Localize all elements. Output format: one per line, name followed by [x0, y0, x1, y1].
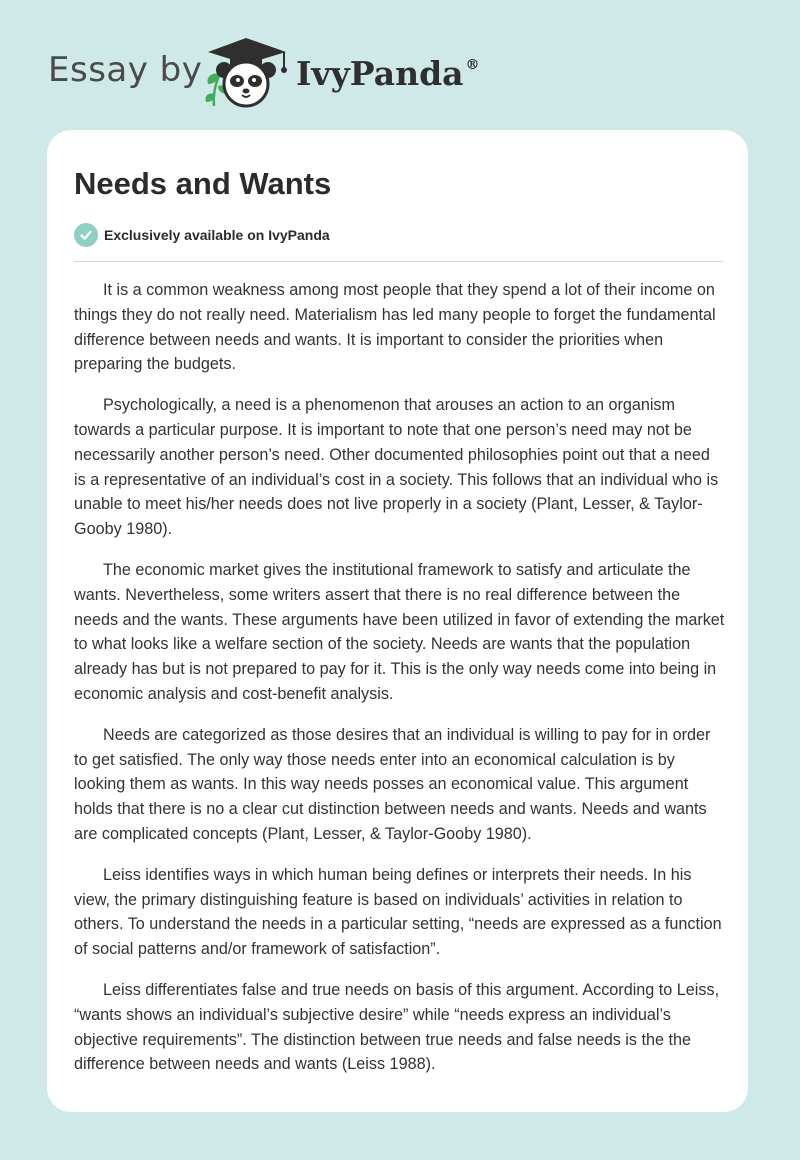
paragraph: Leiss differentiates false and true needs on basis of this argument. According to Leiss, “wants shows an individual’s subjective desire” while “needs express an individual’s objective requirements”. The distinction between true needs and false needs is the the difference between needs and wants (Leiss 1988).	[74, 980, 720, 1074]
site-header	[0, 0, 800, 130]
trademark-symbol: ®	[465, 57, 480, 73]
check-icon	[74, 223, 98, 247]
essay-by-label: Essay by	[48, 50, 203, 90]
paragraph: Psychologically, a need is a phenomenon that arouses an action to an organism towards a particular purpose. It is important to note that one person’s need may not be necessarily another person’s need. Other documented philosophies point out that a need is a representative of an individual’s cost in a society. This follows that an individual who is unable to meet his/her needs does not live properly in a society (Plant, Lesser, & Taylor-Gooby 1980).	[74, 396, 719, 539]
paragraph: Leiss identifies ways in which human being defines or interprets their needs. In his view, the primary distinguishing feature is based on individuals’ activities in relation to others. To understand the needs in a particular setting, “needs are expressed as a function of social patterns and/or framework of satisfaction”.	[74, 865, 722, 959]
brand-label: IvyPanda	[296, 54, 464, 93]
divider	[74, 261, 723, 262]
brand-name[interactable]	[296, 54, 480, 93]
page-title: Needs and Wants	[74, 166, 332, 201]
paragraph: The economic market gives the institutional framework to satisfy and articulate the wants. Nevertheless, some writers assert that there is no real difference between the needs and the wants. These arguments have been utilized in favor of extending the market to what looks like a welfare section of the society. Needs are wants that the population already has but is not prepared to pay for it. This is the only way needs come into being in economic analysis and cost-benefit analysis.	[74, 560, 725, 703]
paragraph: It is a common weakness among most people that they spend a lot of their income on things they do not really need. Materialism has led many people to forget the fundamental difference between needs and wants. It is important to consider the priorities when preparing the budgets.	[74, 281, 716, 374]
exclusive-badge-label: Exclusively available on IvyPanda	[104, 227, 330, 243]
essay-card	[47, 130, 748, 1112]
exclusive-badge	[74, 222, 330, 248]
essay-body	[74, 278, 726, 1093]
panda-graduate-icon[interactable]	[200, 34, 292, 108]
paragraph: Needs are categorized as those desires that an individual is willing to pay for in order to get satisfied. The only way those needs enter into an economical calculation is by looking them as wants. In this way needs posses an economical value. This argument holds that there is no a clear cut distinction between needs and wants. Needs and wants are complicated concepts (Plant, Lesser, & Taylor-Gooby 1980).	[74, 725, 711, 843]
